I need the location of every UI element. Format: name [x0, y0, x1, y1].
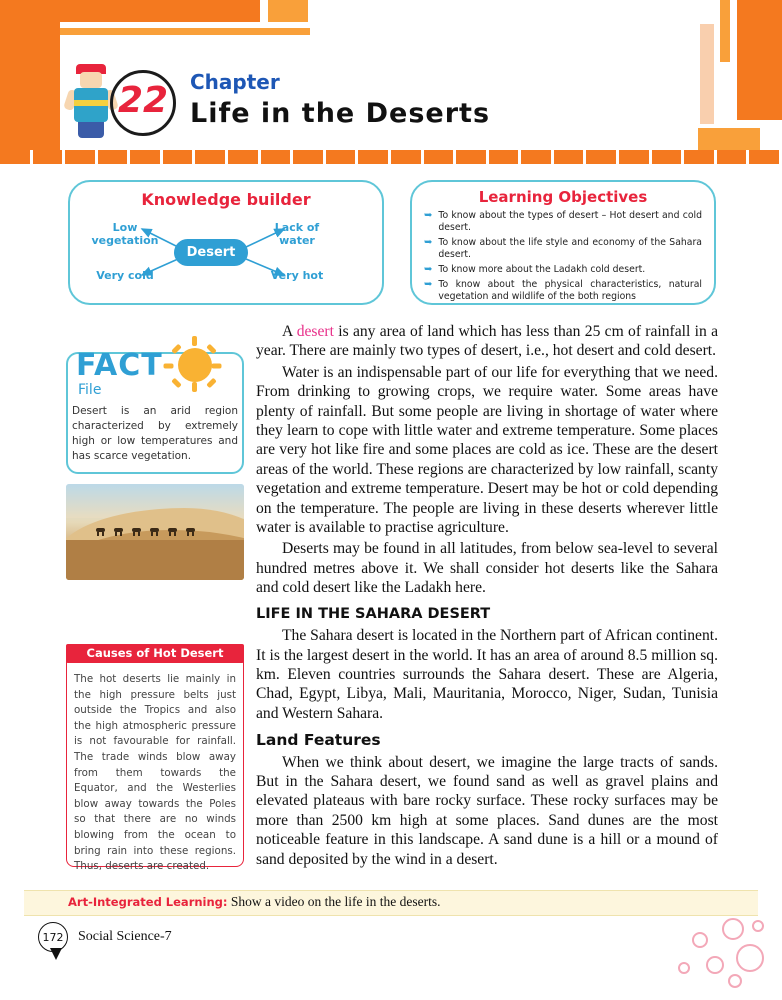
ail-body: Show a video on the life in the deserts. [227, 894, 441, 909]
arrow-bullet-icon: ➥ [424, 264, 433, 275]
kb-node-very-hot: Very hot [270, 269, 324, 282]
objective-text: To know about the types of desert – Hot desert and cold desert. [438, 210, 702, 233]
desert-caravan-photo [66, 484, 244, 580]
page-number: 172 [38, 922, 68, 952]
arrow-bullet-icon: ➥ [424, 279, 433, 290]
main-body-text [256, 322, 718, 871]
top-band-bar-1 [60, 0, 260, 22]
kb-node-lack-of-water: Lack of water [274, 221, 320, 247]
kb-node-low-vegetation: Low vegetation [91, 221, 159, 247]
ail-label: Art-Integrated Learning: [68, 895, 228, 909]
fact-file-subtitle: File [78, 382, 102, 398]
list-item [424, 279, 702, 303]
list-item [424, 210, 702, 234]
section-heading-land-features: Land Features [256, 731, 381, 750]
causes-of-hot-desert-text: The hot deserts lie mainly in the high pressure belts just outside the Tropics and also the high atmospheric pressure is not favourable for rainfall. The trade winds blow away from them towards the Equator, and the Westerlies blow away towards the Poles so that there are no winds blowing from the ocean to bring rain into these regions. Thus, deserts are created. [74, 673, 236, 873]
top-band-right-block [737, 0, 782, 120]
arrow-bullet-icon: ➥ [424, 237, 433, 248]
knowledge-builder-title: Knowledge builder [141, 190, 311, 209]
learning-objectives-title: Learning Objectives [478, 188, 648, 206]
list-item [424, 237, 702, 261]
top-band-bar-2 [60, 28, 310, 35]
fact-file-text: Desert is an arid region characterized by extremely high or low temperatures and has scarce vegetation. [72, 405, 238, 462]
paragraph-5: When we think about desert, we imagine the large tracts of sands. But in the Sahara desert, we found sand as well as gravel plains and elevated plateaus with bare rocky surface. These rocky surfaces may be more than 2500 km high at some places. Sand dunes are the most noticeable feature in this landscape. A sand dune is a hill or a mound of sand deposited by the wind in a desert. [256, 753, 718, 868]
chapter-number: 22 [117, 80, 169, 121]
paragraph-2: Water is an indispensable part of our life for everything that we need. From drinking to growing crops, we require water. Some areas have plenty of rainfall. But some people are living in shortage of water where they learn to cope with little water and extreme temperature. Some places are very hot like fire and some places are cold as ice. These are the desert areas of the world. These regions are characterized by low rainfall, scanty vegetation and extreme temperature. Desert may be hot or cold depending on the temperature. The people are living in these deserts wherever little water is available to practise agriculture. [256, 363, 719, 537]
top-band-left-block [0, 0, 60, 150]
kb-node-very-cold: Very cold [96, 269, 154, 282]
paragraph-1 [256, 322, 718, 361]
paragraph-3: Deserts may be found in all latitudes, from below sea-level to several hundred metres above it. We shall consider hot deserts like the Sahara and cold desert like the Ladakh here. [256, 540, 718, 597]
kb-center-node: Desert [174, 239, 248, 266]
p1-post: is any area of land which has less than 25 cm of rainfall in a year. There are mainly two types of desert, i.e., hot desert and cold desert. [256, 323, 718, 360]
causes-of-hot-desert-heading: Causes of Hot Desert [66, 644, 244, 663]
objective-text: To know more about the Ladakh cold desert. [438, 264, 646, 275]
art-integrated-learning-text [68, 894, 440, 910]
arrow-bullet-icon: ➥ [424, 210, 433, 221]
paragraph-4: The Sahara desert is located in the Northern part of African continent. It is the largest desert in the world. It has an area of around 8.5 million sq. km. Eleven countries surrounds the Sahara desert. These are Algeria, Chad, Egypt, Libya, Mali, Mauritania, Morocco, Niger, Sudan, Tunisia and Western Sahara. [256, 627, 718, 722]
knowledge-builder-box [68, 180, 384, 305]
sun-icon [168, 338, 220, 390]
section-heading-sahara: LIFE IN THE SAHARA DESERT [256, 605, 491, 622]
top-band-right-thin [720, 0, 730, 62]
list-item [424, 264, 702, 276]
top-band-bar-3 [268, 0, 308, 22]
p1-pre: A [282, 323, 297, 340]
page-title: Life in the Deserts [190, 98, 491, 129]
objective-text: To know about the physical characteristics, natural vegetation and wildlife of the both regions [438, 279, 702, 302]
learning-objectives-box [410, 180, 716, 305]
book-label: Social Science-7 [78, 929, 172, 944]
chapter-label: Chapter [190, 70, 280, 94]
top-band-teeth [0, 150, 782, 164]
keyword-desert: desert [296, 323, 334, 340]
knowledge-builder-diagram [70, 209, 382, 295]
objective-text: To know about the life style and economy of the Sahara desert. [438, 237, 702, 260]
top-band-right-square [698, 128, 760, 152]
decorative-bubbles [662, 912, 772, 992]
fact-file-title: FACT [76, 348, 163, 383]
top-band-hook [700, 24, 714, 124]
